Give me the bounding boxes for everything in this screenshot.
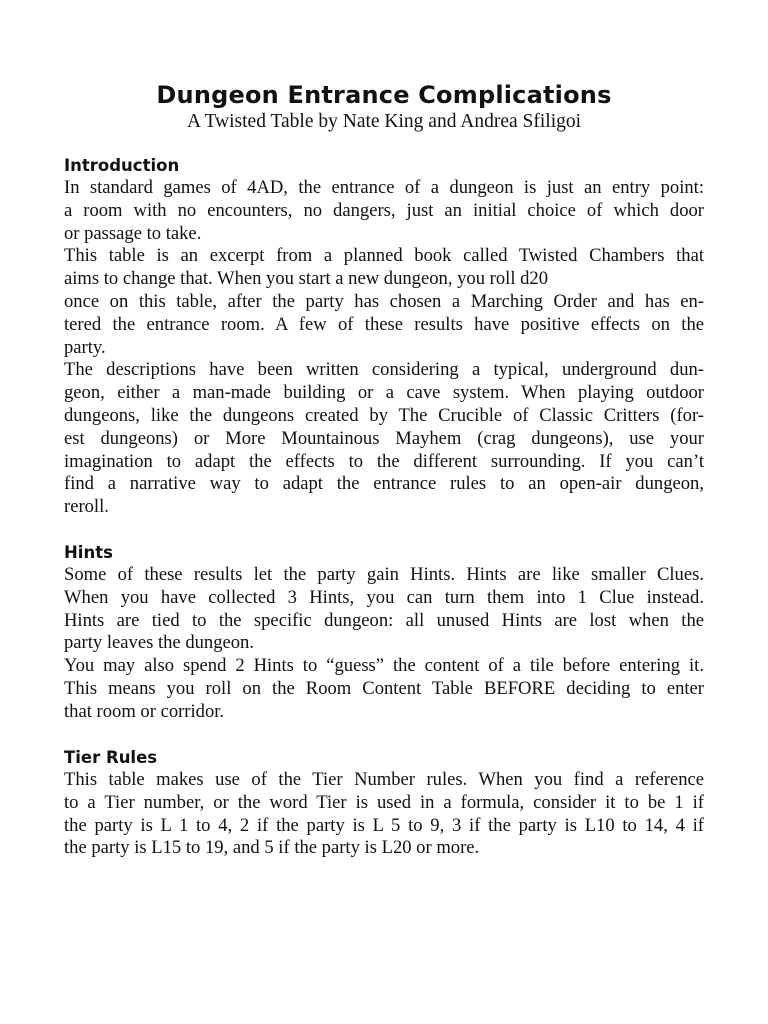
paragraph-line: find a narrative way to adapt the entrance rules to an open-air dungeon,: [64, 473, 704, 495]
section-heading: Hints: [64, 543, 113, 562]
section-hints: [64, 541, 704, 724]
paragraph-line: reroll.: [64, 496, 109, 518]
paragraph-line: to a Tier number, or the word Tier is used in a formula, consider it to be 1 if: [64, 791, 704, 813]
section-heading: Tier Rules: [64, 748, 158, 767]
paragraph-line: a room with no encounters, no dangers, just an initial choice of which door: [64, 199, 704, 221]
paragraph-line: This table makes use of the Tier Number rules. When you find a reference: [64, 769, 704, 790]
paragraph-line: once on this table, after the party has chosen a Marching Order and has en-: [64, 290, 704, 312]
document-subtitle: A Twisted Table by Nate King and Andrea Sfiligoi: [186, 111, 582, 132]
paragraph-line: When you have collected 3 Hints, you can turn them into 1 Clue instead.: [64, 586, 704, 608]
section-heading: Introduction: [64, 156, 180, 175]
paragraph-line: The descriptions have been written considering a typical, underground dun-: [64, 359, 704, 381]
paragraph-line: Hints are tied to the specific dungeon: all unused Hints are lost when the: [64, 609, 704, 631]
paragraph-line: imagination to adapt the effects to the different surrounding. If you can’t: [64, 450, 704, 472]
paragraph-line: geon, either a man-made building or a cave system. When playing outdoor: [64, 382, 704, 404]
paragraph-line: est dungeons) or More Mountainous Mayhem (crag dungeons), use your: [64, 427, 704, 449]
paragraph-line: tered the entrance room. A few of these results have positive effects on the: [64, 313, 704, 335]
document-title: Dungeon Entrance Complications: [156, 81, 612, 109]
paragraph-line: the party is L 1 to 4, 2 if the party is L 5 to 9, 3 if the party is L10 to 14, 4 if: [64, 814, 704, 836]
paragraph-line: or passage to take.: [64, 222, 202, 244]
paragraph-line: party.: [64, 336, 106, 358]
section-introduction: [64, 154, 704, 519]
paragraph-line: that room or corridor.: [64, 700, 225, 722]
section-tier-rules: [64, 746, 704, 860]
paragraph-line: You may also spend 2 Hints to “guess” the content of a tile before entering it.: [64, 655, 704, 677]
paragraph-line: This means you roll on the Room Content Table BEFORE deciding to enter: [64, 677, 704, 699]
paragraph-line: Some of these results let the party gain Hints. Hints are like smaller Clues.: [64, 564, 704, 585]
paragraph-line: party leaves the dungeon.: [64, 632, 255, 654]
paragraph-line: In standard games of 4AD, the entrance of a dungeon is just an entry point:: [64, 177, 704, 198]
paragraph-line: aims to change that. When you start a new dungeon, you roll d20: [64, 268, 549, 290]
paragraph-line: This table is an excerpt from a planned book called Twisted Chambers that: [64, 245, 704, 267]
paragraph-line: the party is L15 to 19, and 5 if the party is L20 or more.: [64, 837, 480, 859]
paragraph-line: dungeons, like the dungeons created by The Crucible of Classic Critters (for-: [64, 404, 704, 426]
